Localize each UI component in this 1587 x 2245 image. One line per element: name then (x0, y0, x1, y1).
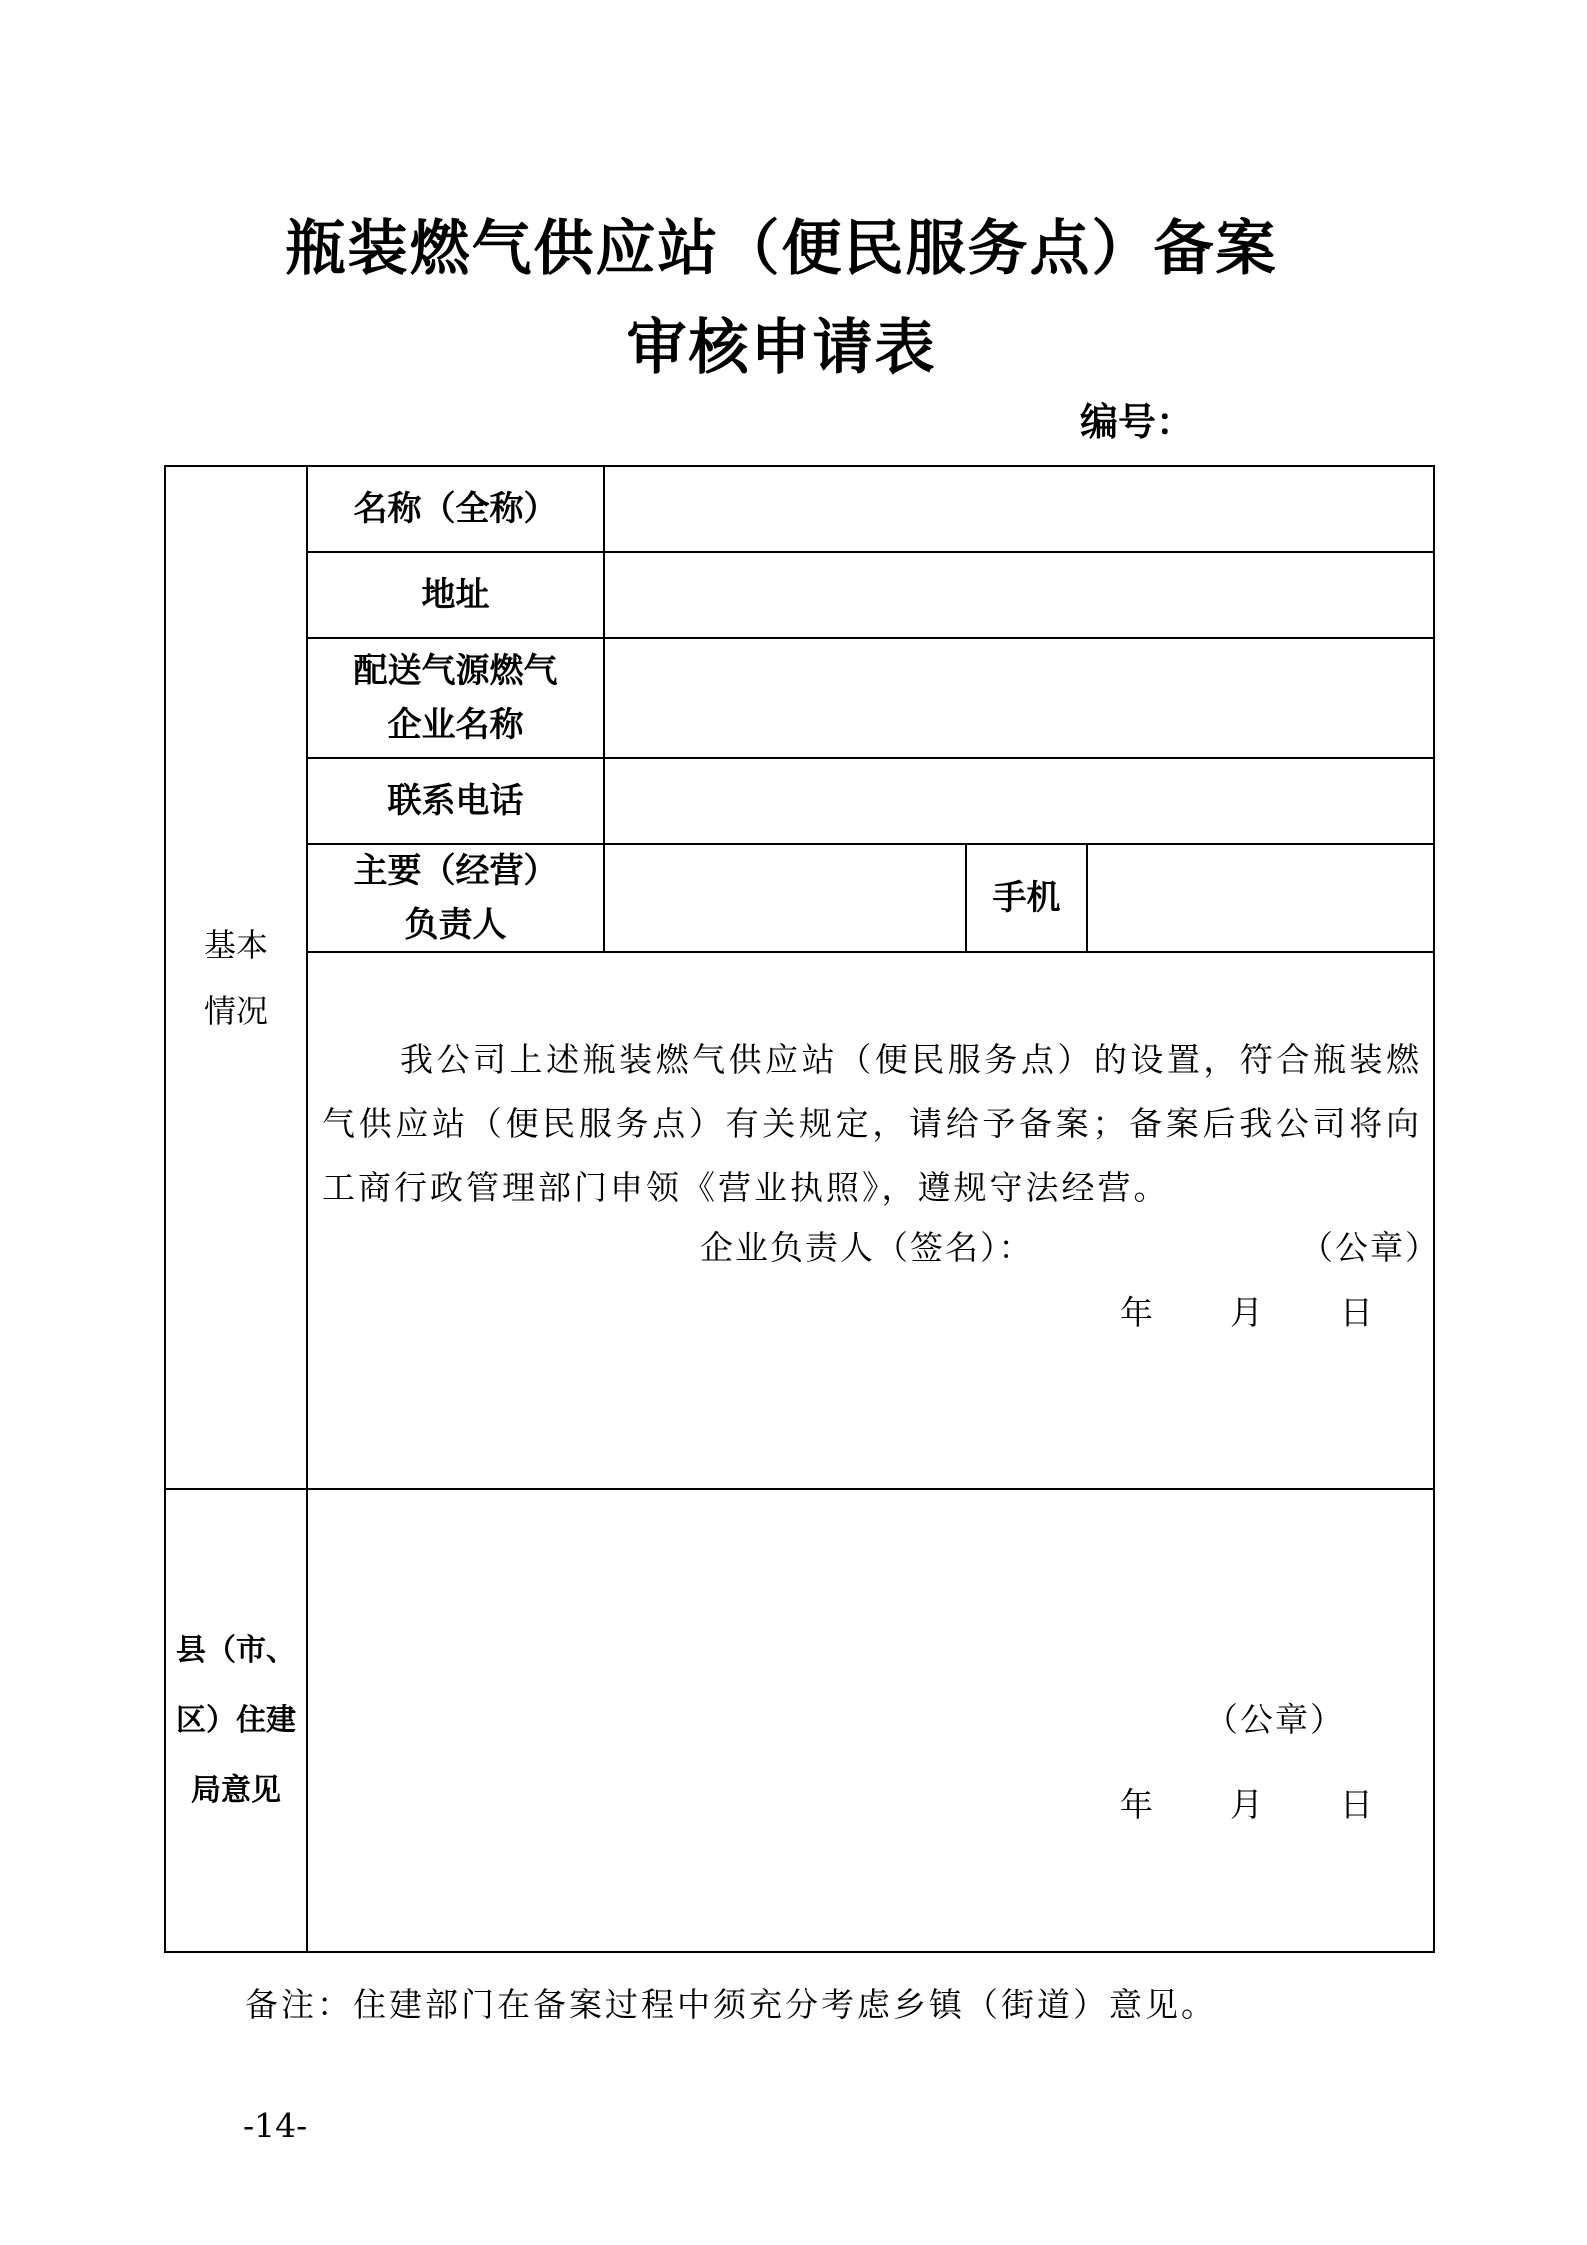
manager-field-label: 主要（经营） 负责人 (353, 851, 558, 945)
phone-field-label: 联系电话 (387, 781, 524, 821)
serial-number-label: 编号： (1080, 400, 1195, 444)
address-field-label: 地址 (421, 575, 490, 615)
signature-input[interactable] (1040, 1226, 1290, 1270)
opinion-input[interactable] (308, 1490, 1435, 1690)
declaration-text: 我公司上述瓶装燃气供应站（便民服务点）的设置，符合瓶装燃气供应站（便民服务点）有关规定，请给予备案；备案后我公司将向工商行政管理部门申领《营业执照》，遵规守法经营。 (322, 1040, 1422, 1207)
declaration-seal-label: （公章） (1300, 1228, 1440, 1267)
mobile-field-label: 手机 (992, 878, 1061, 918)
name-field-label: 名称（全称） (353, 489, 558, 529)
opinion-seal-label: （公章） (1205, 1700, 1345, 1739)
declaration-date-label: 年 月 日 (1120, 1293, 1375, 1332)
document-title-line1: 瓶装燃气供应站（便民服务点）备案 (285, 214, 1278, 284)
section-basic-info-label: 基本 情况 (203, 925, 268, 1030)
supplier-field-label: 配送气源燃气 企业名称 (353, 651, 558, 745)
page-number: -14- (243, 2106, 308, 2145)
opinion-date-label: 年 月 日 (1120, 1785, 1375, 1824)
footer-note: 备注：住建部门在备案过程中须充分考虑乡镇（街道）意见。 (245, 1985, 1217, 2024)
supplier-input[interactable] (605, 639, 1435, 757)
name-input[interactable] (605, 467, 1435, 551)
mobile-input[interactable] (1088, 845, 1435, 951)
section-opinion-label: 县（市、 区）住建 局意见 (176, 1633, 296, 1808)
manager-input[interactable] (605, 845, 965, 951)
document-title-line2: 审核申请表 (626, 313, 937, 383)
signature-label: 企业负责人（签名）： (700, 1228, 1034, 1267)
address-input[interactable] (605, 553, 1435, 637)
phone-input[interactable] (605, 759, 1435, 843)
